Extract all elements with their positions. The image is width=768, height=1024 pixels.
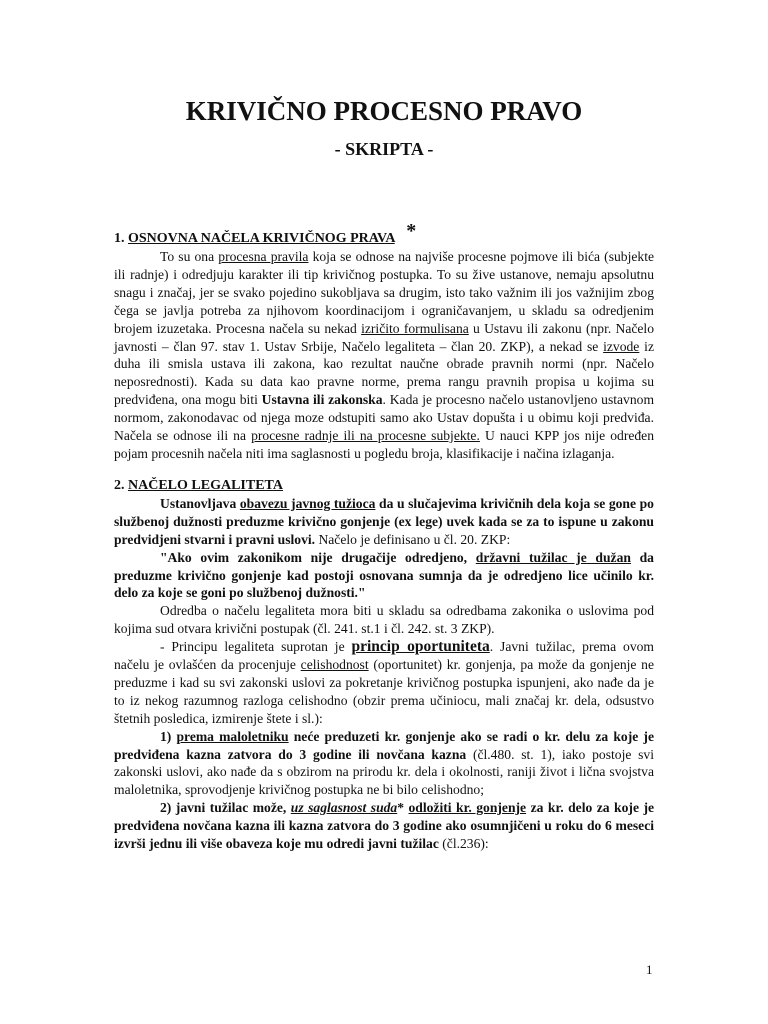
section-title: OSNOVNA NAČELA KRIVIČNOG PRAVA: [128, 231, 395, 246]
text-run: . Kada je procesno načelo ustanovljeno ustavnom normom, zakonodavac od njega moze odstupiti samo ako Ustav dopušta i u obimu koji predviđa. Načela se odnose ili na: [114, 392, 655, 444]
document-page: [114, 96, 654, 853]
section-2: [114, 477, 654, 853]
bold-underlined-term: odložiti kr. gonjenje: [408, 800, 527, 816]
document-title: KRIVIČNO PROCESNO PRAVO: [185, 96, 583, 126]
bold-text: 1): [160, 728, 177, 744]
underlined-term: procesna pravila: [218, 249, 309, 264]
list-item: [114, 728, 654, 800]
page-number: 1: [646, 962, 653, 977]
quoted-article: [114, 549, 654, 603]
text-run: (čl.480. st. 1), iako postoje svi zakonski uslovi, ako nađe da s obzirom na prirodu kr. dela i okolnosti, raniji život i lična svojstva maloletnika, sprovodjenje krivičnog postupka ne bi bilo celishodno;: [114, 746, 655, 798]
underlined-term: izričito formulisana: [361, 320, 469, 336]
section-heading: [114, 477, 654, 495]
bold-term: Ustavna ili zakonska: [261, 392, 383, 408]
section-heading: [114, 222, 654, 248]
bold-text: 2) javni tužilac može,: [160, 800, 291, 816]
bold-underlined-italic-term: uz saglasnost suda: [290, 800, 398, 816]
text-run: iz duha ili smisla ustava ili zakona, kao rezultat naučne obrade pravnih normi (npr. Načelo neposrednosti). Kada su data kao pravne norme, prema rangu pravnih propisa u kojima su predviđena, ona mogu biti: [114, 338, 654, 408]
bold-underlined-term: princip oportuniteta: [351, 638, 490, 656]
section-title: NAČELO LEGALITETA: [128, 477, 283, 493]
text-run: (oportunitet) kr. gonjenja, pa može da gonjenje ne preduzme i kad su svi zakonski uslovi za pokretanje krivičnog postupka ispunjeni, ako nađe da je to iz nekog razumnog razloga celishodno (obzir prema učiniocu, mali značaj kr. dela, odsustvo štetnih posledica, izmirenje štete i sl.):: [114, 657, 655, 726]
bold-underlined-term: državni tužilac je dužan: [475, 549, 631, 565]
underlined-term: izvode: [603, 338, 640, 354]
text-run: . Javni tužilac, prema ovom načelu je ovlašćen da procenjuje: [114, 639, 654, 673]
text-run: koja se odnose na najviše procesne pojmove ili bića (subjekte ili radnje) i odredjuju karakter ili tip krivičnog postupka. To su žive ustanove, nemaju apsolutnu snagu i značaj, jer se svako pojedino sukobljava sa drugim, isto tako važnim ili jos važnijim zbog čega se javlja potreba za njihovom koordinacijom i ograničavanjem, u skladu sa odredjenim brojem izuzetaka. Procesna načela su nekad: [114, 249, 655, 336]
text-run: U nauci KPP jos nije određen pojam procesnih načela niti ima saglasnosti u pogledu broja, klasifikacije i načina izlaganja.: [114, 428, 655, 461]
text-run: Načelo je definisano u čl. 20. ZKP:: [315, 531, 511, 547]
text-run: - Principu legaliteta suprotan je: [160, 639, 352, 655]
paragraph: [114, 248, 654, 463]
paragraph: Odredba o načelu legaliteta mora biti u skladu sa odredbama zakonika o uslovima pod kojima sud otvara krivični postupak (čl. 241. st.1 i čl. 242. st. 3 ZKP).: [114, 603, 654, 637]
bold-text: Ustanovljava: [160, 495, 240, 511]
text-run: (čl.236):: [438, 836, 489, 852]
paragraph: [114, 638, 654, 728]
section-number: 1.: [114, 231, 125, 246]
paragraph: [114, 495, 654, 549]
bold-underlined-term: prema maloletniku: [176, 728, 289, 744]
section-number: 2.: [114, 477, 125, 493]
underlined-term: procesne radnje ili na procesne subjekte.: [251, 428, 480, 444]
text-run: To su ona: [160, 249, 219, 264]
bold-text: neće preduzeti kr. gonjenje ako se radi o kr. delu za koje je predviđena kazna zatvora do 3 godine ili novčana kazna: [114, 728, 654, 762]
section-1: [114, 222, 654, 463]
document-subtitle: - SKRIPTA -: [334, 139, 434, 159]
bold-underlined-term: obavezu javnog tužioca: [239, 495, 376, 511]
bold-text: da preduzme krivično gonjenje kad postoji osnovana sumnja da je odredjeno lice učinilo kr. delo za koje se goni po službenoj dužnosti.": [114, 549, 654, 601]
bold-text: da u slučajevima krivičnih dela koja se gone po službenoj dužnosti preduzme krivično gonjenje (ex lege) uvek kada se za to ispune u zakonu predvidjeni stvarni i pravni uslovi.: [114, 495, 654, 547]
footnote-marker: *: [406, 220, 417, 242]
bold-text: za kr. delo za koje je predviđena novčana kazna ili kazna zatvora do 3 godine ako osumnjičeni u roku do 6 meseci izvrši jednu ili više obaveza koje mu odredi javni tužilac: [114, 800, 655, 852]
bold-text: *: [397, 800, 409, 816]
underlined-term: celishodnost: [300, 657, 369, 673]
bold-text: "Ako ovim zakonikom nije drugačije odredjeno,: [160, 549, 476, 565]
list-item: [114, 799, 654, 853]
text-run: u Ustavu ili zakonu (npr. Načelo javnosti – član 97. stav 1. Ustav Srbije, Načelo legaliteta – član 20. ZKP), a nekad se: [114, 320, 655, 354]
